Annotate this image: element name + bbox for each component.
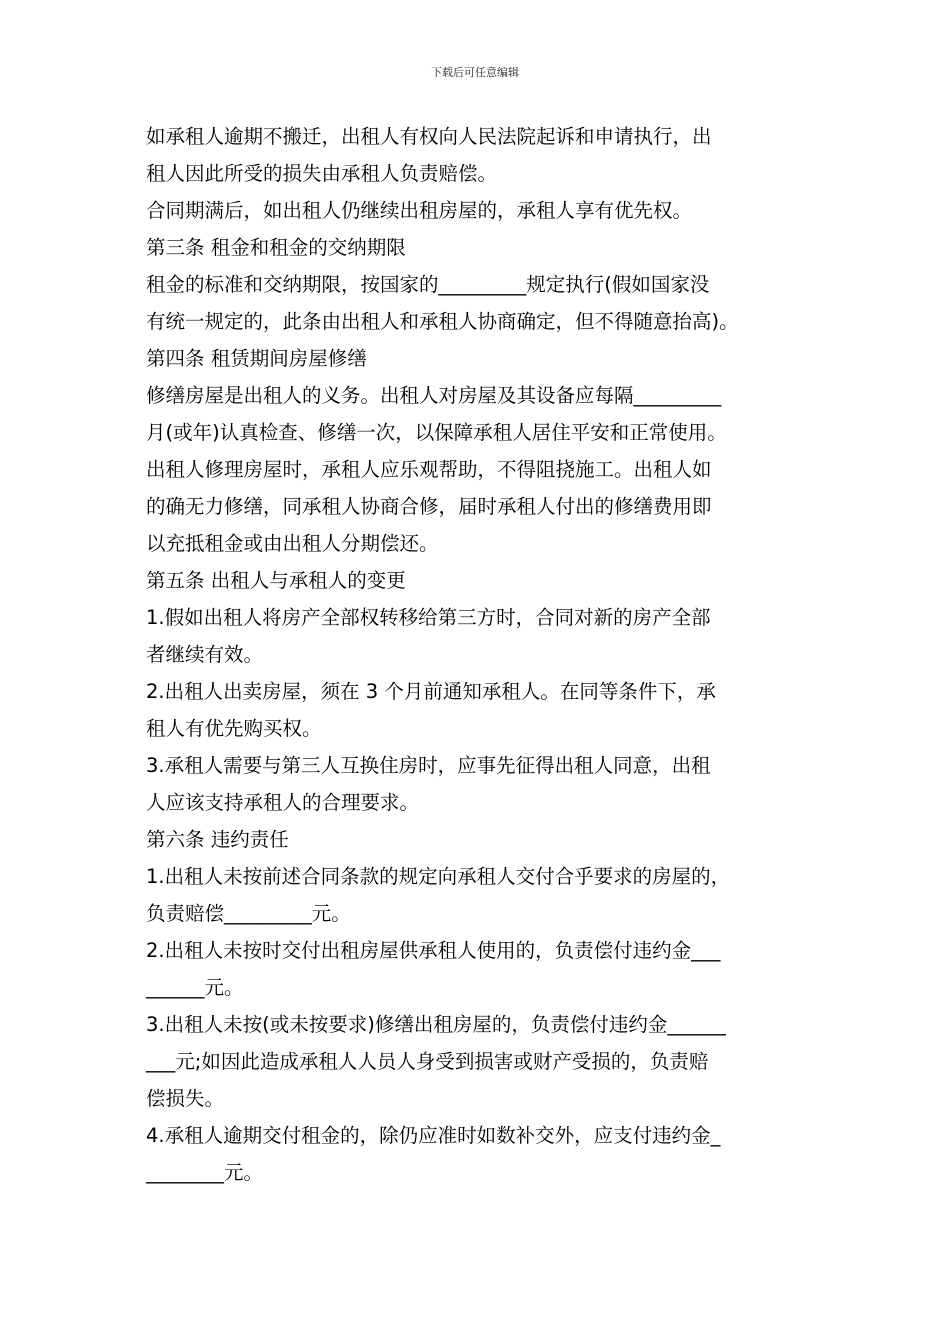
section-heading: 第四条 租赁期间房屋修缮 bbox=[146, 347, 367, 370]
text-line: 1.假如出租人将房产全部权转移给第三方时，合同对新的房产全部 bbox=[146, 606, 711, 629]
text-line: 出租人修理房屋时，承租人应乐观帮助，不得阻挠施工。出租人如 bbox=[146, 458, 712, 481]
text-line: 2.出租人未按时交付出租房屋供承租人使用的，负责偿付违约金___ bbox=[146, 939, 721, 962]
text-line: 合同期满后，如出租人仍继续出租房屋的，承租人享有优先权。 bbox=[146, 199, 693, 222]
text-line: 的确无力修缮，同承租人协商合修，届时承租人付出的修缮费用即 bbox=[146, 495, 712, 518]
text-line: 租金的标准和交纳期限，按国家的_________规定执行(假如国家没 bbox=[146, 273, 710, 296]
page-header: 下载后可任意编辑 bbox=[431, 66, 519, 79]
text-line: ______元。 bbox=[146, 976, 244, 999]
section-heading: 第六条 违约责任 bbox=[146, 828, 289, 851]
text-line: 有统一规定的，此条由出租人和承租人协商确定，但不得随意抬高)。 bbox=[146, 310, 739, 333]
text-line: 人应该支持承租人的合理要求。 bbox=[146, 791, 420, 814]
text-line: ________元。 bbox=[146, 1161, 264, 1184]
text-line: 租人有优先购买权。 bbox=[146, 717, 322, 740]
text-line: 者继续有效。 bbox=[146, 643, 264, 666]
text-line: 偿损失。 bbox=[146, 1087, 225, 1110]
section-heading: 第三条 租金和租金的交纳期限 bbox=[146, 236, 406, 259]
text-line: ___元;如因此造成承租人人员人身受到损害或财产受损的，负责赔 bbox=[146, 1050, 709, 1073]
text-line: 负责赔偿_________元。 bbox=[146, 902, 351, 925]
document-body bbox=[146, 118, 810, 1191]
section-heading: 第五条 出租人与承租人的变更 bbox=[146, 569, 406, 592]
text-line: 4.承租人逾期交付租金的，除仍应准时如数补交外，应支付违约金_ bbox=[146, 1124, 721, 1147]
text-line: 租人因此所受的损失由承租人负责赔偿。 bbox=[146, 162, 498, 185]
text-line: 2.出租人出卖房屋，须在 3 个月前通知承租人。在同等条件下，承 bbox=[146, 680, 716, 703]
text-line: 修缮房屋是出租人的义务。出租人对房屋及其设备应每隔_________ bbox=[146, 384, 722, 407]
text-line: 3.出租人未按(或未按要求)修缮出租房屋的，负责偿付违约金______ bbox=[146, 1013, 726, 1036]
text-line: 以充抵租金或由出租人分期偿还。 bbox=[146, 532, 439, 555]
text-line: 月(或年)认真检查、修缮一次，以保障承租人居住平安和正常使用。 bbox=[146, 421, 727, 444]
text-line: 3.承租人需要与第三人互换住房时，应事先征得出租人同意，出租 bbox=[146, 754, 711, 777]
text-line: 1.出租人未按前述合同条款的规定向承租人交付合乎要求的房屋的， bbox=[146, 865, 731, 888]
text-line: 如承租人逾期不搬迁，出租人有权向人民法院起诉和申请执行，出 bbox=[146, 125, 712, 148]
